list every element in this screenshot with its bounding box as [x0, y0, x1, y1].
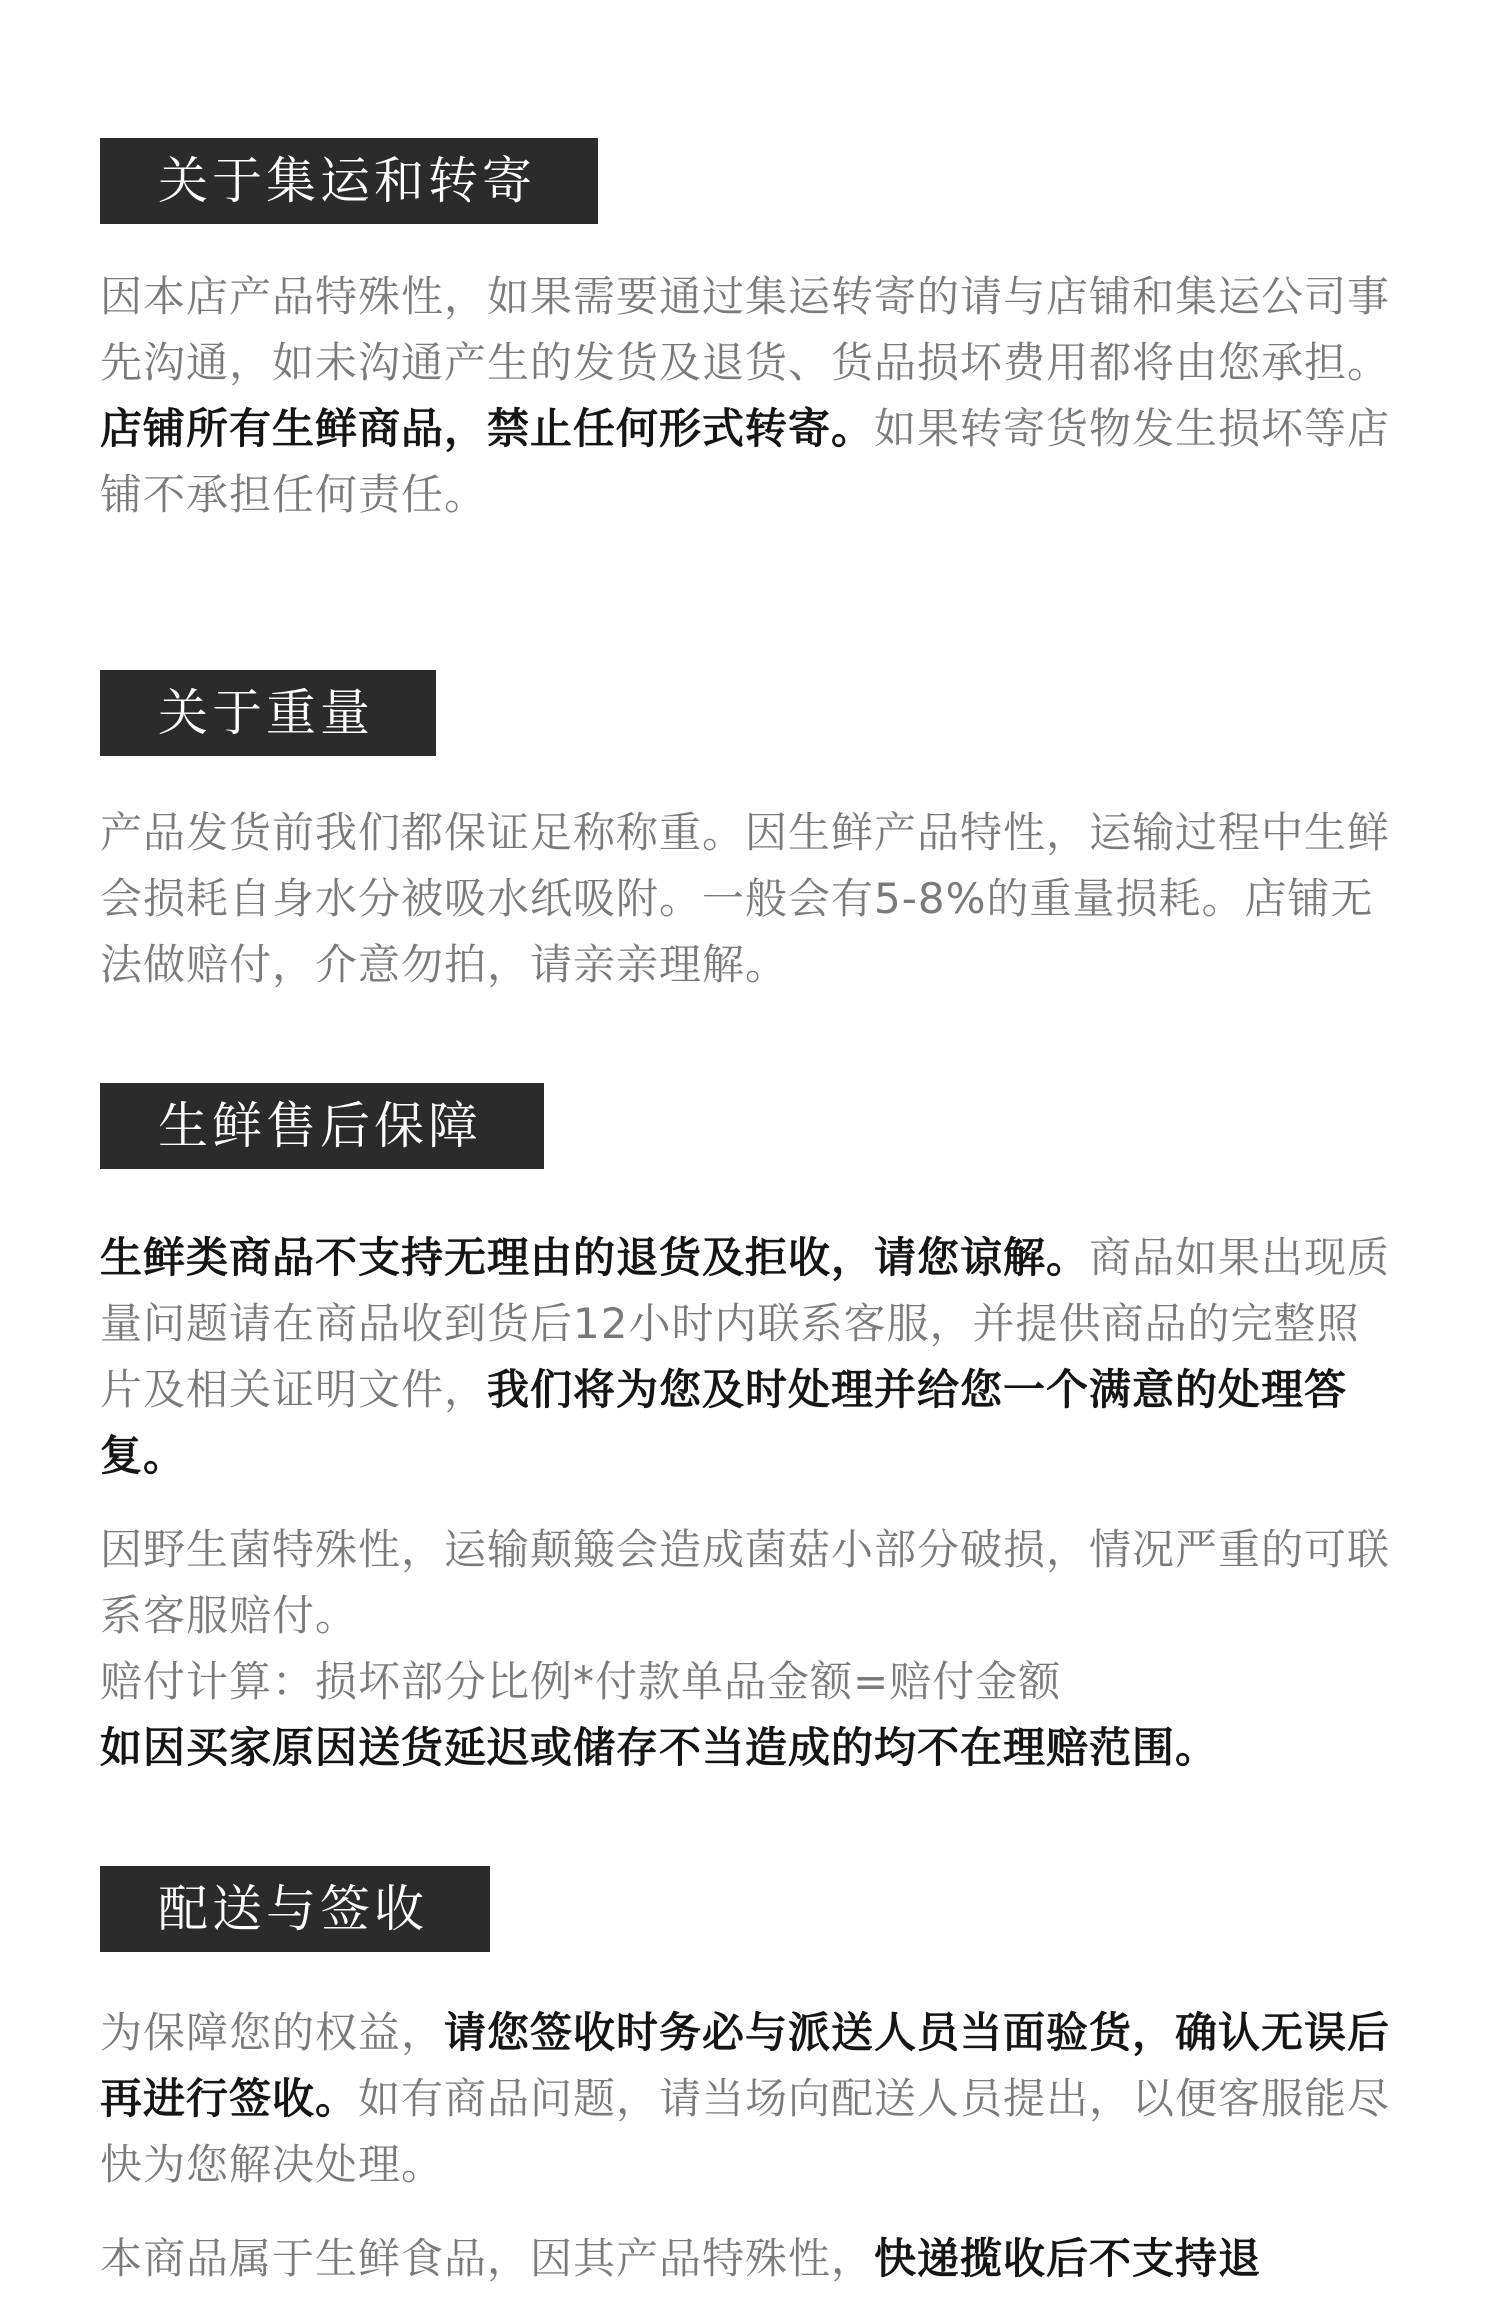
text-emphasis: 生鲜类商品不支持无理由的退货及拒收，请您谅解。	[100, 1233, 1090, 1282]
text-normal: 产品发货前我们都保证足称称重。因生鲜产品特性，运输过程中生鲜会损耗自身水分被吸水纸吸附。一般会有5-8%的重量损耗。店铺无法做赔付，介意勿拍，请亲亲理解。	[100, 808, 1391, 989]
section-after-sales	[100, 1083, 1400, 1781]
text-normal: 因野生菌特殊性，运输颠簸会造成菌菇小部分破损，情况严重的可联系客服赔付。	[100, 1525, 1391, 1640]
paragraph	[100, 264, 1400, 396]
section-delivery	[100, 1866, 1400, 2292]
paragraph	[100, 1517, 1400, 1649]
section-weight	[100, 670, 1400, 998]
text-normal: 赔付计算：损坏部分比例*付款单品金额=赔付金额	[100, 1657, 1062, 1706]
paragraph	[100, 800, 1400, 998]
text-normal: 本商品属于生鲜食品，因其产品特殊性，	[100, 2234, 875, 2283]
paragraph	[100, 2226, 1400, 2292]
text-normal: 为保障您的权益，	[100, 2008, 445, 2057]
text-emphasis: 如因买家原因送货延迟或储存不当造成的均不在理赔范围。	[100, 1723, 1219, 1772]
paragraph	[100, 1649, 1400, 1715]
section-title: 生鲜售后保障	[100, 1083, 544, 1169]
paragraph	[100, 1225, 1400, 1489]
text-emphasis: 快递揽收后不支持退	[874, 2234, 1262, 2283]
text-normal: 如果转寄货物发生损坏等店铺不承担任何责任。	[100, 404, 1391, 519]
paragraph	[100, 2000, 1400, 2198]
text-normal: 如有商品问题，请当场向配送人员提出，以便客服能尽快为您解决处理。	[100, 2074, 1391, 2189]
section-title: 配送与签收	[100, 1866, 490, 1952]
text-normal: 因本店产品特殊性，如果需要通过集运转寄的请与店铺和集运公司事先沟通，如未沟通产生的发货及退货、货品损坏费用都将由您承担。	[100, 272, 1391, 387]
paragraph	[100, 1715, 1400, 1781]
section-transshipment	[100, 138, 1400, 528]
section-title: 关于集运和转寄	[100, 138, 598, 224]
text-emphasis: 店铺所有生鲜商品，禁止任何形式转寄。	[100, 404, 875, 453]
paragraph	[100, 396, 1400, 528]
section-title: 关于重量	[100, 670, 436, 756]
text-normal: 商品如果出现质量问题请在商品收到货后12小时内联系客服，并提供商品的完整照片及相关证明文件，	[100, 1233, 1391, 1414]
text-emphasis: 我们将为您及时处理并给您一个满意的处理答复。	[100, 1365, 1348, 1480]
text-emphasis: 请您签收时务必与派送人员当面验货，确认无误后再进行签收。	[100, 2008, 1391, 2123]
